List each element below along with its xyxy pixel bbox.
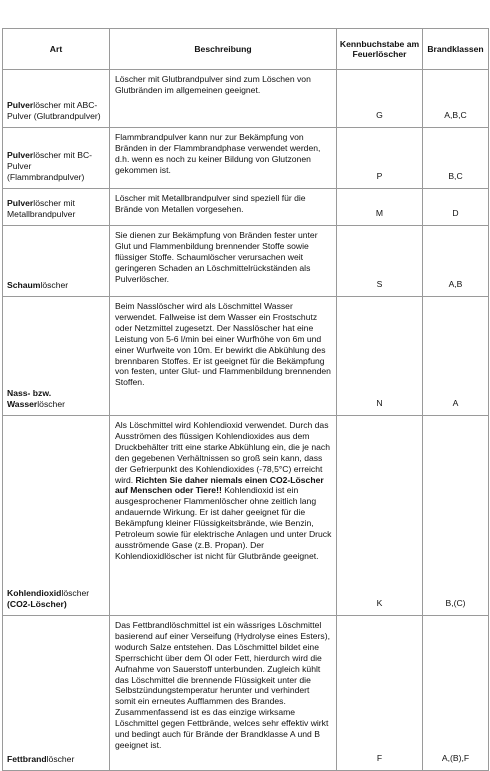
table-row: [3, 128, 489, 189]
art-bold: Nass- bzw. Wasser: [7, 388, 52, 410]
description-cell: [110, 616, 337, 771]
art-rest: löscher mit ABC-Pulver (Glutbrandpulver): [7, 100, 101, 122]
art-rest: löscher: [37, 399, 65, 410]
desc-text: Als Löschmittel wird Kohlendioxid verwendet. Durch das Ausströmen des flüssigen Kohlendioxides aus dem Druckbehälter tritt eine starke Abkühlung ein, die je nach den gegebenen Verhältnissen so groß sein kann, dass der Gefrierpunkt des Kohlendioxides (-78,5°C) erreicht wird.: [115, 420, 330, 485]
table-row: [3, 189, 489, 226]
art-bold: Pulver: [7, 100, 34, 111]
header-art: Art: [3, 29, 110, 70]
art-bold: Pulver: [7, 150, 34, 161]
table-row: [3, 70, 489, 128]
desc-text: Das Fettbrandlöschmittel ist ein wässriges Löschmittel basierend auf einer Verseifung (Hydrolyse eines Esters), wodurch Salze entstehen. Das Löschmittel bildet eine Sperrschicht über dem Öl oder Fett, hierdurch wird die Aufnahme von Sauerstoff unterbunden. Zugleich kühlt das Löschmittel die brennende Flüssigkeit unter die Selbstzündungstemperatur herunter und verhindert somit ein erneutes Aufflammen des Brandes. Zusammenfassend ist es das einzige wirksame Löschmittel gegen Fettbrände, welces sehr effektiv wirkt und bedingt auch für Brände der Brandklasse A und B geeignet ist.: [115, 620, 330, 750]
table-row: [3, 297, 489, 416]
desc-text-continued: Kohlendioxid ist ein ausgesprochener Flammenlöscher ohne zeitlich lang andauernde Wirkung. Er ist daher geeignet für die Bekämpfung kleiner Flüssigkeitsbrände, wie Benzin, Petroleum sowie für elektrische Anlagen und unter Druck ausströmende Gase (z.B. Propan). Der Kohlendioxidlöscher ist nicht für Glutbrände geeignet.: [115, 485, 332, 561]
classes-cell: A: [423, 297, 489, 416]
letter-cell: K: [337, 416, 423, 616]
desc-text: Sie dienen zur Bekämpfung von Bränden fester unter Glut und Flammenbildung brennender Stoffe sowie flüssiger Stoffe. Schaumlöscher verursachen weit geringeren Schaden an Löschmittelrückständen als Pulverlöscher.: [115, 230, 318, 284]
art-cell: [3, 616, 110, 771]
art-bold: Pulver: [7, 198, 34, 209]
desc-text: Beim Nasslöscher wird als Löschmittel Wasser verwendet. Fallweise ist dem Wasser ein Frostschutz oder Netzmittel zugesetzt. Der Nasslöscher hat eine Leistung von 5-6 l/min bei einer Wurfhöhe von 6m und einer Wurfweite von 10m. Er bewirkt die Abkühlung des brennbaren Stoffes. Er ist geeignet für die Bekämpfung von festen, unter Glut- und Flammenbildung brennenden Stoffen.: [115, 301, 331, 388]
classes-cell: A,B: [423, 226, 489, 297]
description-cell: [110, 128, 337, 189]
description-cell: [110, 70, 337, 128]
art-cell: [3, 189, 110, 226]
classes-cell: B,C: [423, 128, 489, 189]
description-cell: [110, 189, 337, 226]
extinguisher-table: [2, 28, 489, 771]
letter-cell: G: [337, 70, 423, 128]
letter-cell: P: [337, 128, 423, 189]
table-row: [3, 416, 489, 616]
art-bold: Fettbrand: [7, 754, 47, 765]
table-row: [3, 226, 489, 297]
art-rest: löscher: [61, 588, 90, 599]
art-cell: [3, 416, 110, 616]
art-line2: (CO2-Löscher): [7, 599, 67, 610]
classes-cell: B,(C): [423, 416, 489, 616]
desc-warning: Richten Sie daher niemals einen CO2-Löscher auf Menschen oder Tiere!!: [115, 474, 324, 496]
header-brandklassen: Brandklassen: [423, 29, 489, 70]
description-cell: [110, 226, 337, 297]
letter-cell: M: [337, 189, 423, 226]
desc-text: Löscher mit Glutbrandpulver sind zum Löschen von Glutbränden im allgemeinen geeignet.: [115, 74, 311, 95]
desc-text: Löscher mit Metallbrandpulver sind speziell für die Brände von Metallen vorgesehen.: [115, 193, 306, 214]
letter-cell: N: [337, 297, 423, 416]
letter-cell: S: [337, 226, 423, 297]
art-rest: löscher: [46, 754, 75, 765]
art-cell: [3, 70, 110, 128]
art-cell: [3, 128, 110, 189]
header-kennbuchstabe: Kennbuchstabe am Feuerlöscher: [337, 29, 423, 70]
classes-cell: A,(B),F: [423, 616, 489, 771]
art-rest: löscher: [40, 280, 69, 291]
art-bold: Schaum: [7, 280, 41, 291]
table-row: [3, 616, 489, 771]
header-row: [3, 29, 489, 70]
art-rest: löscher mit BC-Pulver (Flammbrandpulver): [7, 150, 93, 183]
art-cell: [3, 297, 110, 416]
classes-cell: A,B,C: [423, 70, 489, 128]
art-bold: Kohlendioxid: [7, 588, 62, 599]
art-cell: [3, 226, 110, 297]
desc-text: Flammbrandpulver kann nur zur Bekämpfung von Bränden in der Flammbrandphase verwendet werden, d.h. wenn es noch zu keiner Bildung von Glutzonen gekommen ist.: [115, 132, 321, 175]
classes-cell: D: [423, 189, 489, 226]
art-rest: löscher mit Metallbrandpulver: [7, 198, 76, 220]
letter-cell: F: [337, 616, 423, 771]
header-beschreibung: Beschreibung: [110, 29, 337, 70]
description-cell: [110, 297, 337, 416]
description-cell: [110, 416, 337, 616]
